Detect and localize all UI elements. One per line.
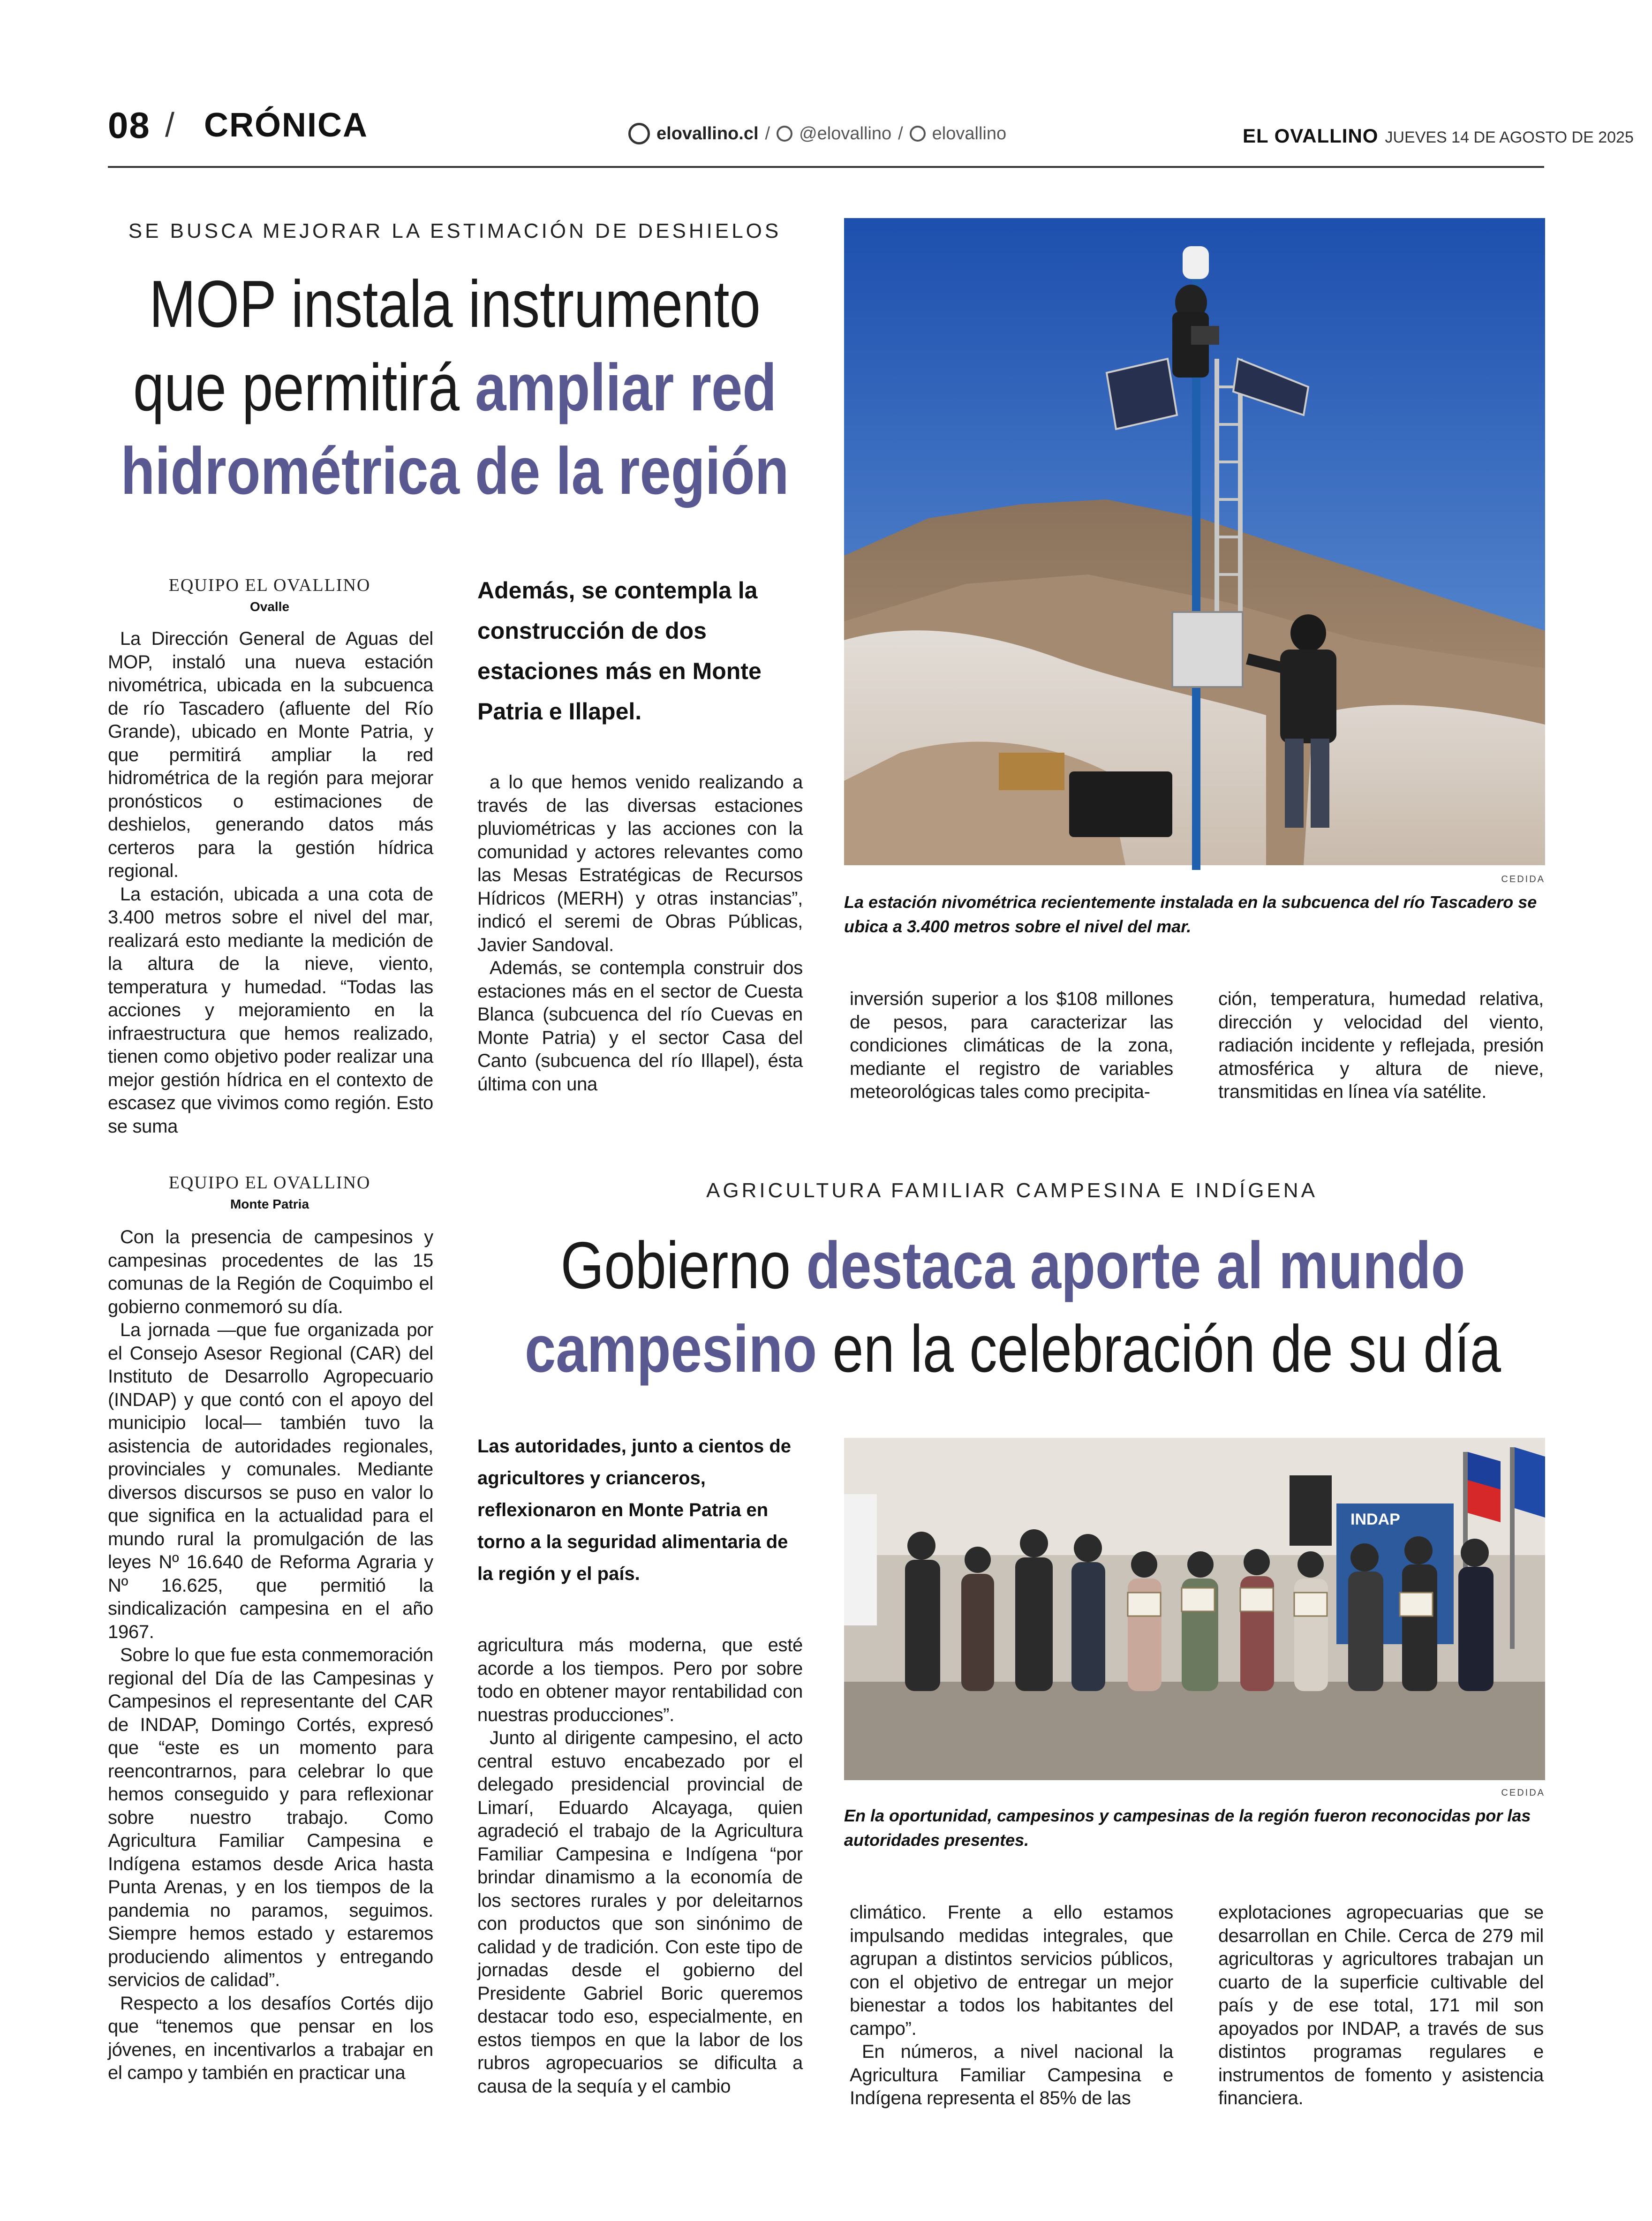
paper-name: EL OVALLINO <box>1243 125 1379 147</box>
paragraph: Junto al dirigente campesino, el acto central estuvo encabezado por el delegado presidencial provincial de Limarí, Eduardo Alcayaga, quien agradeció el trabajo de la Agricultura Familiar Campesina e Indígena “por brindar dinamismo a la economía de los sectores rurales y por deleitarnos con productos que son sinónimo de calidad y de tradición. Con este tipo de jornadas desde el gobierno del Presidente Gabriel Boric queremos destacar todo eso, especialmente, en estos tiempos en que la labor de los rubros agropecuarios se dificulta a causa de la sequía y el cambio <box>477 1728 803 2097</box>
paper-info <box>1243 125 1634 147</box>
facebook-icon <box>910 126 926 142</box>
paragraph: Además, se contempla construir dos estaciones más en el sector de Cuesta Blanca (subcuenca del río Cuevas en Monte Patria) y el sector Casa del Canto (subcuenca del río Illapel), ésta última con una <box>477 958 803 1095</box>
headline-highlight: ampliar red <box>475 350 777 425</box>
headline-line: MOP instala instrumento <box>149 267 761 341</box>
indap-banner-text: INDAP <box>1350 1511 1400 1528</box>
header-slash: / <box>165 106 175 144</box>
group-photo <box>844 1438 1545 1780</box>
twitter-handle[interactable]: @elovallino <box>799 123 892 144</box>
headline-line <box>493 1224 1533 1307</box>
paragraph: Sobre lo que fue esta conmemoración regional del Día de las Campesinas y Campesinos el representante del CAR de INDAP, Domingo Cortés, expresó que “este es un momento para reencontrarnos, para celebrar lo que hemos conseguido y para reflexionar sobre nuestro trabajo. Como Agricultura Familiar Campesina e Indígena estamos desde Arica hasta Punta Arenas, y en los tiempos de la pandemia no paramos, seguimos. Siempre hemos estado y estaremos produciendo alimentos y entregando servicios de calidad”. <box>108 1645 433 1990</box>
header-rule <box>108 166 1544 168</box>
page-number: 08 <box>108 105 151 146</box>
photo2-caption: En la oportunidad, campesinos y campesinas de la región fueron reconocidas por las autoridades presentes. <box>844 1806 1531 1850</box>
twitter-icon <box>777 126 792 142</box>
header-social <box>628 123 1006 144</box>
paragraph: climático. Frente a ello estamos impulsando medidas integrales, que agrupan a distintos servicios públicos, con el objetivo de entregar un mejor bienestar a todos los habitantes del campo”. <box>850 1902 1173 2039</box>
paragraph: a lo que hemos venido realizando a través de las diversas estaciones pluviométricas y las acciones con la comunidad y actores relevantes como las Mesas Estratégicas de Recursos Hídricos (MERH) y otras instancias”, indicó el seremi de Obras Públicas, Javier Sandoval. <box>477 772 803 955</box>
paragraph: Respecto a los desafíos Cortés dijo que “tenemos que pensar en los jóvenes, en incentivarlos a trabajar en el campo y también en practicar una <box>108 1993 433 2083</box>
station-photo <box>844 218 1545 865</box>
paragraph: agricultura más moderna, que esté acorde a los tiempos. Pero por sobre todo en obtener mayor rentabilidad con nuestras producciones”. <box>477 1635 803 1725</box>
paragraph: Con la presencia de campesinos y campesinas procedentes de las 15 comunas de la Región de Coquimbo el gobierno conmemoró su día. <box>108 1227 433 1317</box>
headline-highlight: hidrométrica de la región <box>121 434 789 508</box>
paragraph: inversión superior a los $108 millones de pesos, para caracterizar las condiciones climáticas de la zona, mediante el registro de variables meteorológicas tales como precipita- <box>850 989 1173 1102</box>
headline-text: Gobierno <box>560 1228 807 1303</box>
article2-col1 <box>108 1226 433 2114</box>
headline-highlight: destaca aporte al mundo <box>806 1228 1465 1303</box>
headline-highlight: campesino <box>525 1312 817 1386</box>
article2-col3 <box>850 1901 1173 2114</box>
paragraph: En números, a nivel nacional la Agricultura Familiar Campesina e Indígena representa el 85% de las <box>850 2041 1173 2108</box>
globe-icon <box>628 123 650 144</box>
article1-col2 <box>477 771 803 1112</box>
paragraph: explotaciones agropecuarias que se desarrollan en Chile. Cerca de 279 mil agricultoras y agricultores trabajan un cuarto de la superficie cultivable del país y de ese total, 171 mil son apoyados por INDAP, a través de sus distintos programas regulares e instrumentos de fomento y asistencia financiera. <box>1218 1902 1544 2108</box>
article1-city: Ovalle <box>249 599 290 614</box>
paragraph: La Dirección General de Aguas del MOP, instaló una nueva estación nivométrica, ubicada en la subcuenca de río Tascadero (afluente del Río Grande), ubicado en Monte Patria, y que permitirá ampliar la red hidrométrica de la región para mejorar pronósticos o estimaciones de deshielos, generando datos más certeros para la gestión hídrica regional. <box>108 628 433 881</box>
article1-col3 <box>850 988 1173 1112</box>
article1-kicker: SE BUSCA MEJORAR LA ESTIMACIÓN DE DESHIELOS <box>128 219 782 242</box>
article2-col2 <box>477 1634 803 2114</box>
headline-line <box>73 346 837 430</box>
photo1-credit: CEDIDA <box>1501 874 1545 884</box>
article1-col1 <box>108 627 433 1137</box>
separator: / <box>765 123 770 144</box>
article2-byline: EQUIPO EL OVALLINO <box>168 1173 371 1193</box>
paragraph: La jornada —que fue organizada por el Consejo Asesor Regional (CAR) del Instituto de Desarrollo Agropecuario (INDAP) y que contó con el apoyo del municipio local— también tuvo la asistencia de autoridades regionales, provinciales y comunales. Mediante diversos discursos se puso en valor lo que significa en la actualidad para el mundo rural la promulgación de las leyes Nº 16.640 de Reforma Agraria y Nº 16.625, que permitió la sindicalización campesina en el año 1967. <box>108 1320 433 1642</box>
headline-line <box>493 1307 1533 1391</box>
article2-col4 <box>1218 1901 1544 2114</box>
issue-date: JUEVES 14 DE AGOSTO DE 2025 <box>1385 128 1634 146</box>
article1-byline: EQUIPO EL OVALLINO <box>168 575 371 595</box>
article2-kicker: AGRICULTURA FAMILIAR CAMPESINA E INDÍGENA <box>706 1179 1318 1202</box>
paragraph: ción, temperatura, humedad relativa, dirección y velocidad del viento, radiación incidente y reflejada, presión atmosférica y altura de nieve, transmitidas en línea vía satélite. <box>1218 989 1544 1102</box>
photo2-credit: CEDIDA <box>1501 1788 1545 1798</box>
article1-col4 <box>1218 988 1544 1112</box>
headline-text: en la celebración de su día <box>817 1312 1501 1386</box>
section-title: CRÓNICA <box>204 106 368 144</box>
website-link[interactable]: elovallino.cl <box>656 123 759 144</box>
article2-city: Monte Patria <box>230 1197 309 1211</box>
article2-headline <box>493 1224 1533 1391</box>
article1-lead: Además, se contempla la construcción de dos estaciones más en Monte Patria e Illapel. <box>477 577 762 725</box>
article1-headline <box>73 263 837 513</box>
article2-lead: Las autoridades, junto a cientos de agricultores y crianceros, reflexionaron en Monte Patria en torno a la seguridad alimentaria de la región y el país. <box>477 1436 792 1584</box>
photo1-caption: La estación nivométrica recientemente instalada en la subcuenca del río Tascadero se ubica a 3.400 metros sobre el nivel del mar. <box>844 892 1537 936</box>
paragraph: La estación, ubicada a una cota de 3.400 metros sobre el nivel del mar, realizará esto mediante la medición de la altura de la nieve, viento, temperatura y humedad. “Todas las acciones y mejoramiento en la infraestructura que hemos realizado, tienen como objetivo poder realizar una mejor gestión hídrica en el contexto de escasez que vivimos como región. Esto se suma <box>108 884 433 1137</box>
facebook-handle[interactable]: elovallino <box>932 123 1007 144</box>
separator: / <box>898 123 903 144</box>
headline-text: que permitirá <box>133 350 475 425</box>
